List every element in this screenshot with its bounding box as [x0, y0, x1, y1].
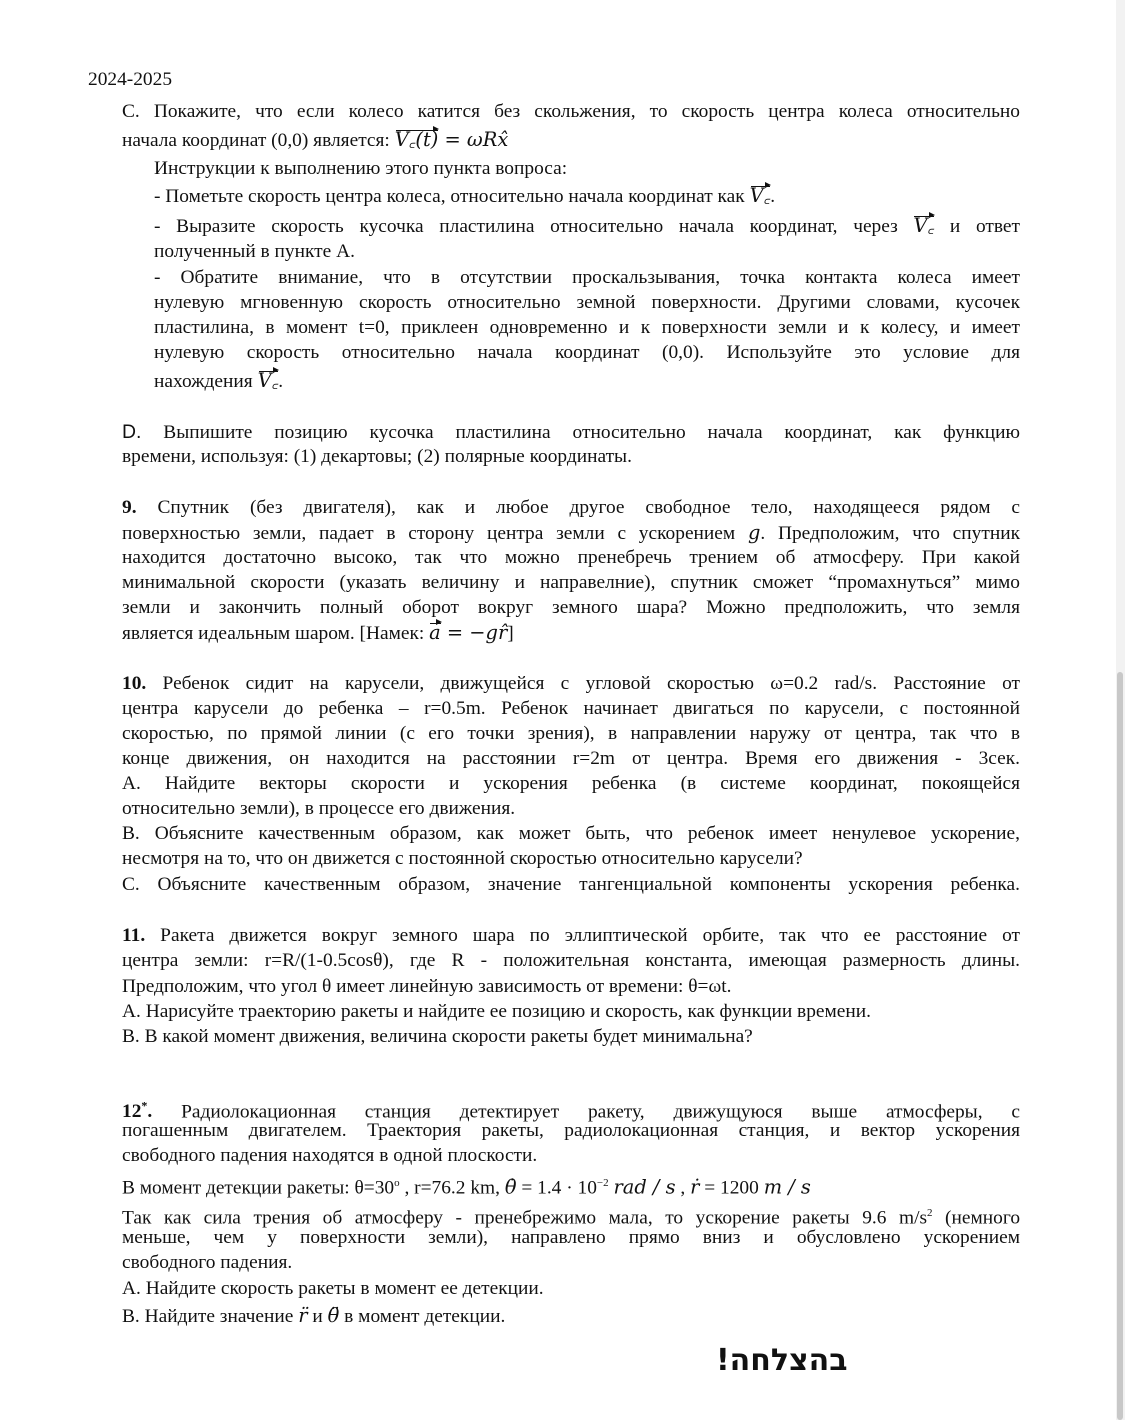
detect-mid: , r=76.2 km,	[399, 1177, 500, 1199]
problem-12-star: *	[141, 1099, 148, 1113]
problem-9-line-4: минимальной скорости (указать величину и направелние), спутник сможет “промахнуться” мимо	[122, 572, 1020, 593]
instruction-2-text-a: - Выразите скорость кусочка пластилина относительно начала координат, через	[154, 216, 898, 237]
hint-formula	[429, 621, 507, 644]
problem-9-line-1	[122, 496, 1020, 520]
part-c-line-1: C. Покажите, что если колесо катится без скольжения, то скорость центра колеса относительно	[122, 101, 1020, 122]
formula-rhs: = ωRx̂	[444, 128, 509, 151]
problem-12-line-7: свободного падения.	[122, 1252, 293, 1273]
problem-9-line-2-a: поверхностью земли, падает в сторону центра земли с ускорением	[122, 523, 736, 544]
r-dot: ṙ	[690, 1175, 700, 1199]
instruction-3-line-3: пластилина, в момент t=0, приклеен одновременно и к поверхности земли и к колесу, и имеет	[154, 317, 1020, 338]
problem-9-line-3: находится достаточно высоко, так что можно пренебречь трением об атмосферу. При какой	[122, 547, 1020, 568]
and-word: и	[312, 1306, 323, 1327]
g-symbol: g	[747, 521, 761, 544]
problem-11-line-4: A. Нарисуйте траекторию ракеты и найдите ее позицию и скорость, как функции времени.	[122, 1001, 871, 1022]
degree-sup: o	[394, 1177, 400, 1189]
problem-12-line-1-text: Радиолокационная станция детектирует ракету, движущуюся выше атмосферы, с	[181, 1101, 1020, 1123]
problem-10-number: 10.	[122, 673, 147, 694]
problem-12-line-5-a: Так как сила трения об атмосферу - пренебрежимо мала, то ускорение ракеты 9.6 m/s	[122, 1207, 928, 1229]
instruction-3-line-4: нулевую скорость относительно начала координат (0,0). Используйте это условие для	[154, 342, 1020, 363]
detect-prefix: В момент детекции ракеты: θ=30	[122, 1177, 395, 1199]
theta-dot-unit: rad / s	[613, 1175, 676, 1199]
velocity-formula	[395, 128, 509, 151]
part-b-suffix: в момент детекции.	[344, 1306, 506, 1327]
scrollbar-thumb[interactable]	[1117, 672, 1123, 1420]
problem-10-line-8: несмотря на то, что он движется с постоянной скоростью относительно карусели?	[122, 848, 803, 869]
exponent-sup: −2	[596, 1177, 609, 1189]
problem-10-line-5: A. Найдите векторы скорости и ускорения ребенка (в системе координат, покоящейся	[122, 773, 1020, 794]
vc-symbol-2: V꜀	[913, 214, 935, 237]
instruction-3-line-1: - Обратите внимание, что в отсутствии проскальзывания, точка контакта колеса имеет	[154, 267, 1020, 288]
instruction-2-text-b: и ответ	[949, 216, 1020, 237]
part-d-line-1-text: Выпишите позицию кусочка пластилина относительно начала координат, как функцию	[163, 422, 1020, 443]
problem-12-line-3: свободного падения находятся в одной плоскости.	[122, 1145, 538, 1166]
theta-dot: θ̇	[504, 1175, 517, 1199]
problem-12-line-5-b: (немного	[932, 1207, 1021, 1229]
instruction-2-line-1	[154, 214, 1020, 239]
year-header: 2024-2025	[88, 69, 173, 90]
bracket-close: ]	[507, 623, 514, 644]
problem-11-line-3: Предположим, что угол θ имеет линейную зависимость от времени: θ=ωt.	[122, 976, 732, 997]
problem-11-line-1	[122, 924, 1020, 948]
r-dot-value: = 1200	[699, 1177, 759, 1199]
separator: ,	[675, 1177, 686, 1199]
instruction-3-period: .	[278, 371, 284, 392]
problem-11-line-1-text: Ракета движется вокруг земного шара по эллиптической орбите, так что ее расстояние от	[160, 925, 1020, 946]
instruction-1	[154, 184, 775, 209]
theta-dot-value: = 1.4 · 10	[516, 1177, 597, 1199]
instruction-3-last-text: нахождения	[154, 371, 253, 392]
instructions-heading: Инструкции к выполнению этого пункта вопроса:	[154, 158, 568, 179]
squared-sup: 2	[927, 1207, 933, 1219]
problem-10-line-3: скоростью, по прямой линии (с его точки зрения), в направлении наружу от центра, так что в	[122, 723, 1020, 744]
part-c-line-2-text: начала координат (0,0) является:	[122, 130, 390, 151]
instruction-1-text: - Пометьте скорость центра колеса, относительно начала координат как	[154, 186, 745, 207]
problem-9-line-2-b: . Предположим, что спутник	[760, 523, 1020, 544]
problem-11-number: 11.	[122, 925, 146, 946]
problem-12-line-4	[122, 1171, 811, 1200]
instruction-3-line-5	[154, 369, 283, 394]
problem-10-line-2: центра карусели до ребенка – r=0.5m. Ребенок начинает двигаться по карусели, с постоянной	[122, 698, 1020, 719]
hint-a: a	[429, 621, 441, 644]
problem-10-line-1-text: Ребенок сидит на карусели, движущейся с угловой скоростью ω=0.2 rad/s. Расстояние от	[162, 673, 1020, 694]
scrollbar-track[interactable]	[1116, 0, 1125, 1420]
part-d-line-1	[122, 420, 1020, 445]
vc-symbol-3: V꜀	[257, 369, 279, 392]
formula-vec: V꜀(t)	[394, 128, 439, 151]
problem-12-line-8: A. Найдите скорость ракеты в момент ее детекции.	[122, 1278, 544, 1299]
problem-9-line-6-text: является идеальным шаром. [Намек:	[122, 623, 425, 644]
r-dot-unit: m / s	[763, 1175, 811, 1199]
problem-9-number: 9.	[122, 497, 137, 518]
problem-10-line-7: B. Объясните качественным образом, как может быть, что ребенок имеет ненулевое ускорение,	[122, 823, 1020, 844]
problem-9-line-5: земли и закончить полный оборот вокруг земного шара? Можно предположить, что земля	[122, 597, 1020, 618]
instruction-1-period: .	[770, 186, 776, 207]
part-c-line-2	[122, 128, 508, 153]
problem-11-line-2: центра земли: r=R/(1-0.5cosθ), где R - положительная константа, имеющая размерность длины.	[122, 950, 1020, 971]
problem-12-line-6: меньше, чем у поверхности земли), направлено прямо вниз и обусловлено ускорением	[122, 1227, 1020, 1248]
r-double-dot: r̈	[298, 1304, 308, 1327]
problem-12-number-text: 12	[122, 1101, 142, 1123]
problem-10-line-4: конце движения, он находится на расстоянии r=2m от центра. Время его движения - 3сек.	[122, 748, 1020, 769]
theta-double-dot: θ̈	[327, 1304, 340, 1327]
problem-10-line-1	[122, 672, 1020, 696]
hint-rhs: = −gr̂	[446, 621, 508, 644]
problem-12-dot: .	[147, 1101, 153, 1123]
part-b-prefix: B. Найдите значение	[122, 1306, 294, 1327]
problem-9-line-1-text: Спутник (без двигателя), как и любое другое свободное тело, находящееся рядом с	[157, 497, 1020, 518]
instruction-3-line-2: нулевую мгновенную скорость относительно земной поверхности. Другими словами, кусочек	[154, 292, 1020, 313]
problem-9-line-2	[122, 521, 1020, 546]
problem-9-line-6	[122, 621, 514, 646]
part-d-line-2: времени, используя: (1) декартовы; (2) полярные координаты.	[122, 446, 632, 467]
good-luck-text: בהצלחה!	[716, 1343, 848, 1378]
vc-symbol: V꜀	[749, 184, 771, 207]
part-d-label: D.	[122, 421, 142, 443]
problem-10-line-6: относительно земли), в процессе его движения.	[122, 798, 516, 819]
problem-12-line-2: погашенным двигателем. Траектория ракеты, радиолокационная станция, и вектор ускорения	[122, 1120, 1020, 1141]
problem-12-line-9	[122, 1304, 505, 1329]
problem-10-line-9: C. Объясните качественным образом, значение тангенциальной компоненты ускорения ребенка.	[122, 874, 1020, 895]
instruction-2-line-2: полученный в пункте А.	[154, 241, 355, 262]
problem-11-line-5: B. В какой момент движения, величина скорости ракеты будет минимальна?	[122, 1026, 753, 1047]
